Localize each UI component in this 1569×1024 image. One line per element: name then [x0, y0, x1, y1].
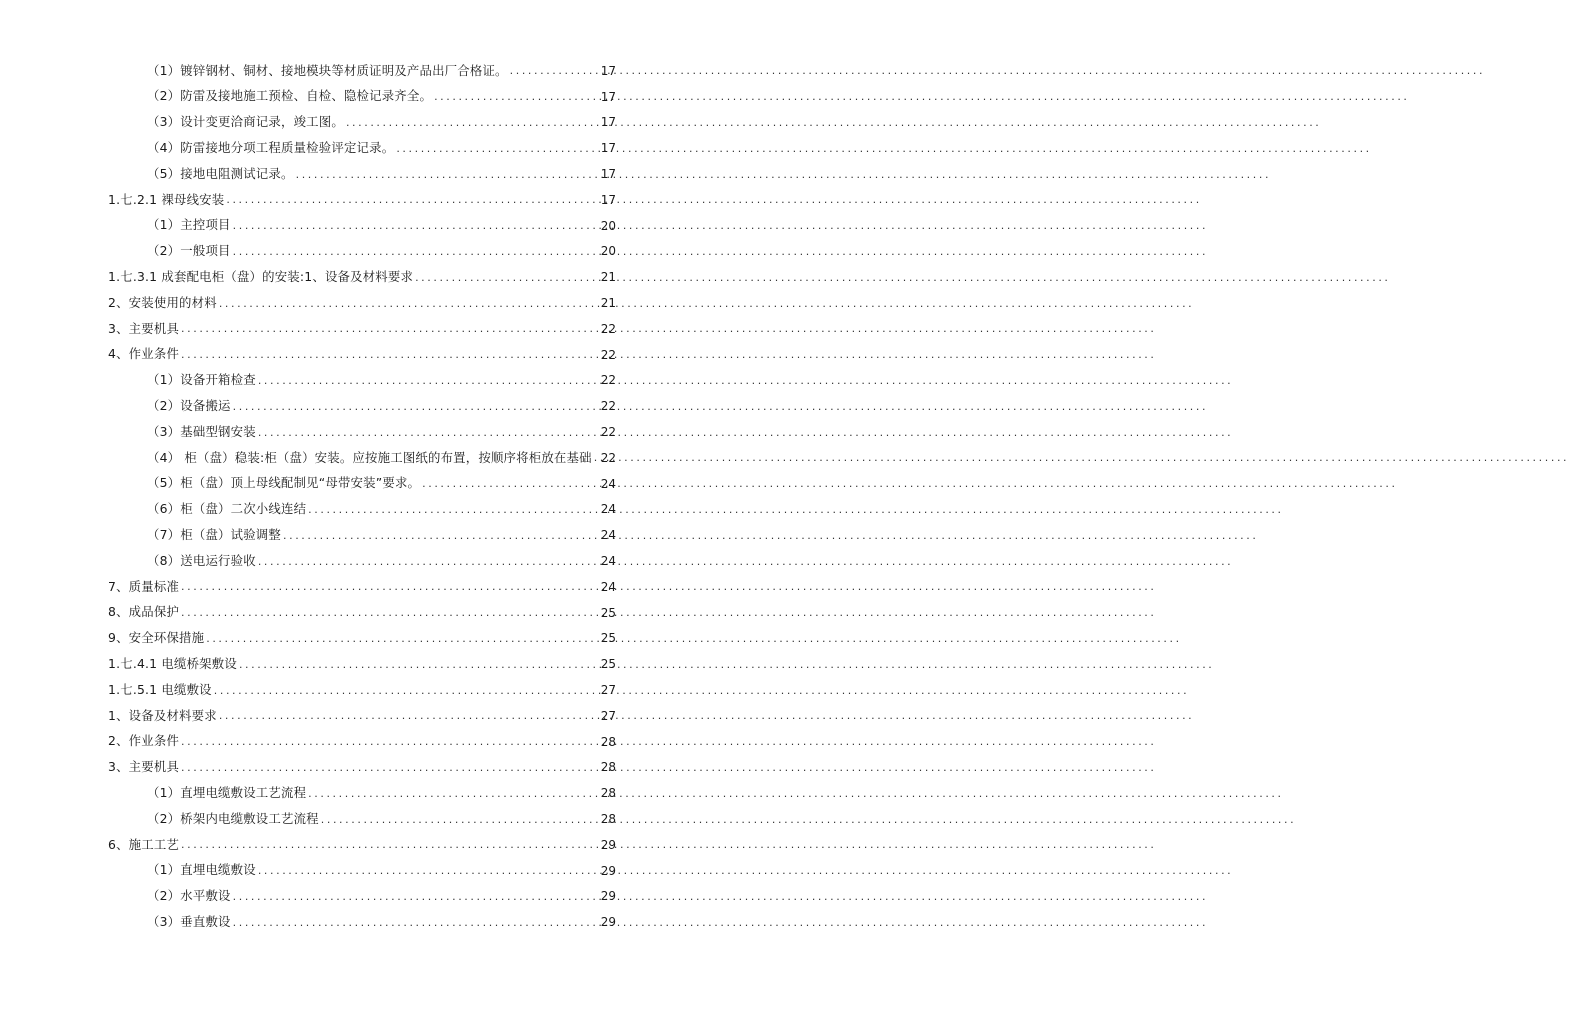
dot-leader [179, 349, 600, 360]
toc-entry-page-number: 29 [600, 915, 616, 930]
toc-entry-title: （1）主控项目 [147, 217, 231, 233]
toc-entry[interactable] [0, 884, 724, 910]
toc-entry[interactable] [0, 703, 724, 729]
toc-entry-page-number: 21 [600, 270, 616, 285]
dot-leader [508, 65, 600, 76]
dot-leader [294, 169, 600, 180]
dot-leader [179, 839, 600, 850]
toc-entry-title: （2）设备搬运 [147, 398, 231, 414]
toc-entry-page-number: 24 [600, 502, 616, 517]
toc-entry-page-number: 22 [600, 373, 616, 388]
toc-entry-title: 3、主要机具 [108, 320, 180, 336]
toc-entry-page-number: 29 [600, 837, 616, 852]
toc-entry-title: （2）一般项目 [147, 243, 231, 259]
toc-entry[interactable] [0, 368, 724, 394]
toc-entry[interactable] [0, 600, 724, 626]
toc-entry-page-number: 22 [600, 321, 616, 336]
toc-entry[interactable] [0, 135, 724, 161]
toc-entry-title: （1）设备开箱检查 [147, 372, 256, 388]
dot-leader [256, 556, 600, 567]
dot-leader [179, 736, 600, 747]
toc-entry-title: （1）直埋电缆敷设工艺流程 [147, 785, 307, 800]
toc-entry[interactable] [0, 161, 724, 187]
toc-entry[interactable] [0, 626, 724, 652]
toc-entry[interactable] [0, 187, 724, 213]
toc-entry-page-number: 28 [600, 760, 616, 775]
toc-entry-title: 8、成品保护 [108, 604, 180, 620]
toc-entry-page-number: 29 [600, 889, 616, 904]
toc-entry[interactable] [0, 342, 724, 368]
toc-entry-title: 2、作业条件 [108, 733, 180, 749]
dot-leader [420, 478, 600, 489]
dot-leader [179, 607, 600, 618]
toc-entry-page-number: 27 [600, 683, 616, 698]
toc-entry[interactable] [0, 729, 724, 755]
toc-entry-title: 4、作业条件 [108, 346, 180, 362]
toc-entry-page-number: 20 [600, 218, 616, 233]
toc-entry[interactable] [0, 264, 724, 290]
toc-entry[interactable] [0, 471, 724, 497]
toc-entry-page-number: 17 [600, 167, 616, 182]
toc-entry-title: 3、主要机具 [108, 759, 180, 775]
toc-entry-page-number: 24 [600, 579, 616, 594]
toc-entry-title: （7）柜（盘）试验调整 [147, 527, 281, 543]
dot-leader [231, 401, 600, 412]
dot-leader [179, 581, 600, 592]
dot-leader [179, 323, 600, 334]
toc-entry[interactable] [0, 548, 724, 574]
dot-leader [256, 865, 600, 876]
toc-entry-page-number: 24 [600, 528, 616, 543]
toc-entry[interactable] [0, 239, 724, 265]
toc-entry-page-number: 29 [600, 863, 616, 878]
toc-entry-page-number: 25 [600, 631, 616, 646]
toc-entry-title: 1.七.2.1 裸母线安装 [108, 191, 225, 207]
toc-entry-title: （4）防雷接地分项工程质量检验评定记录。 [147, 140, 395, 156]
toc-entry-page-number: 17 [600, 192, 616, 207]
dot-leader [344, 117, 600, 128]
dot-leader [394, 143, 600, 154]
toc-entry-title: （8）送电运行验收 [147, 552, 256, 568]
table-of-contents [0, 58, 724, 935]
toc-entry[interactable] [0, 574, 724, 600]
toc-entry-page-number: 17 [600, 63, 616, 78]
toc-entry-page-number: 22 [600, 399, 616, 414]
dot-leader [592, 452, 600, 463]
toc-entry[interactable] [0, 755, 724, 781]
toc-entry[interactable] [0, 110, 724, 136]
toc-entry[interactable] [0, 677, 724, 703]
dot-leader [256, 375, 600, 386]
toc-entry-title: 6、施工工艺 [108, 836, 180, 852]
toc-entry[interactable] [0, 832, 724, 858]
dot-leader [231, 220, 600, 231]
dot-leader [306, 788, 600, 799]
toc-entry[interactable] [0, 393, 724, 419]
toc-entry[interactable] [0, 780, 724, 806]
toc-entry-title: （2）水平敷设 [147, 888, 231, 904]
toc-entry-title: （3）设计变更洽商记录，竣工图。 [147, 114, 344, 130]
toc-entry-title: （6）柜（盘）二次小线连结 [147, 501, 307, 517]
dot-leader [413, 272, 600, 283]
toc-entry[interactable] [0, 290, 724, 316]
toc-entry-title: （2）桥架内电缆敷设工艺流程 [147, 810, 319, 826]
dot-leader [212, 685, 600, 696]
toc-entry-page-number: 25 [600, 657, 616, 672]
toc-entry-title: 7、质量标准 [108, 578, 180, 594]
toc-entry-page-number: 20 [600, 244, 616, 259]
dot-leader [256, 427, 600, 438]
toc-entry[interactable] [0, 522, 724, 548]
toc-entry-page-number: 22 [600, 425, 616, 440]
toc-entry[interactable] [0, 58, 724, 84]
toc-entry-page-number: 17 [600, 141, 616, 156]
toc-entry-page-number: 25 [600, 605, 616, 620]
toc-entry[interactable] [0, 806, 724, 832]
toc-entry[interactable] [0, 858, 724, 884]
dot-leader [432, 91, 600, 102]
dot-leader [237, 659, 600, 670]
toc-entry[interactable] [0, 651, 724, 677]
toc-entry-title: （5）柜（盘）顶上母线配制见“母带安装”要求。 [147, 475, 421, 491]
dot-leader [306, 504, 600, 515]
toc-entry-page-number: 24 [600, 554, 616, 569]
toc-entry-title: 1、设备及材料要求 [108, 707, 217, 723]
dot-leader [204, 633, 600, 644]
toc-entry-title: （3）垂直敷设 [147, 913, 231, 929]
toc-entry-page-number: 24 [600, 476, 616, 491]
dot-leader [231, 891, 600, 902]
toc-entry-title: 2、安装使用的材料 [108, 294, 217, 310]
toc-entry-title: （2）防雷及接地施工预检、自检、隐检记录齐全。 [147, 88, 433, 104]
toc-entry-page-number: 28 [600, 786, 616, 801]
dot-leader [217, 710, 600, 721]
dot-leader [231, 917, 600, 928]
dot-leader [231, 246, 600, 257]
toc-entry-page-number: 22 [600, 347, 616, 362]
toc-entry[interactable] [0, 213, 724, 239]
toc-entry-title: （5）接地电阻测试记录。 [147, 165, 294, 181]
toc-entry-page-number: 28 [600, 734, 616, 749]
toc-entry-page-number: 27 [600, 708, 616, 723]
dot-leader [281, 530, 600, 541]
toc-entry-page-number: 17 [600, 115, 616, 130]
dot-leader [217, 298, 600, 309]
toc-entry-title: （1）直埋电缆敷设 [147, 862, 256, 878]
toc-entry-title: 1.七.3.1 成套配电柜（盘）的安装:1、设备及材料要求 [108, 269, 414, 285]
toc-entry-page-number: 21 [600, 296, 616, 311]
dot-leader [319, 814, 600, 825]
toc-entry[interactable] [0, 497, 724, 523]
toc-entry-page-number: 28 [600, 812, 616, 826]
toc-entry-page-number: 22 [600, 450, 616, 465]
toc-entry-title: （1）镀锌钢材、铜材、接地模块等材质证明及产品出厂合格证。 [147, 62, 508, 78]
toc-entry-page-number: 17 [600, 89, 616, 104]
toc-entry-title: （4） 柜（盘）稳装:柜（盘）安装。应按施工图纸的布置，按顺序将柜放在基础 [147, 449, 592, 465]
toc-entry[interactable] [0, 909, 724, 935]
toc-entry-title: （3）基础型钢安装 [147, 423, 256, 439]
toc-entry[interactable] [0, 84, 724, 110]
toc-entry-title: 1.七.5.1 电缆敷设 [108, 681, 212, 697]
dot-leader [179, 762, 600, 773]
toc-entry-title: 1.七.4.1 电缆桥架敷设 [108, 656, 237, 672]
toc-entry[interactable] [0, 445, 724, 471]
toc-entry[interactable] [0, 419, 724, 445]
toc-entry-title: 9、安全环保措施 [108, 630, 205, 646]
toc-entry[interactable] [0, 316, 724, 342]
dot-leader [224, 194, 600, 205]
